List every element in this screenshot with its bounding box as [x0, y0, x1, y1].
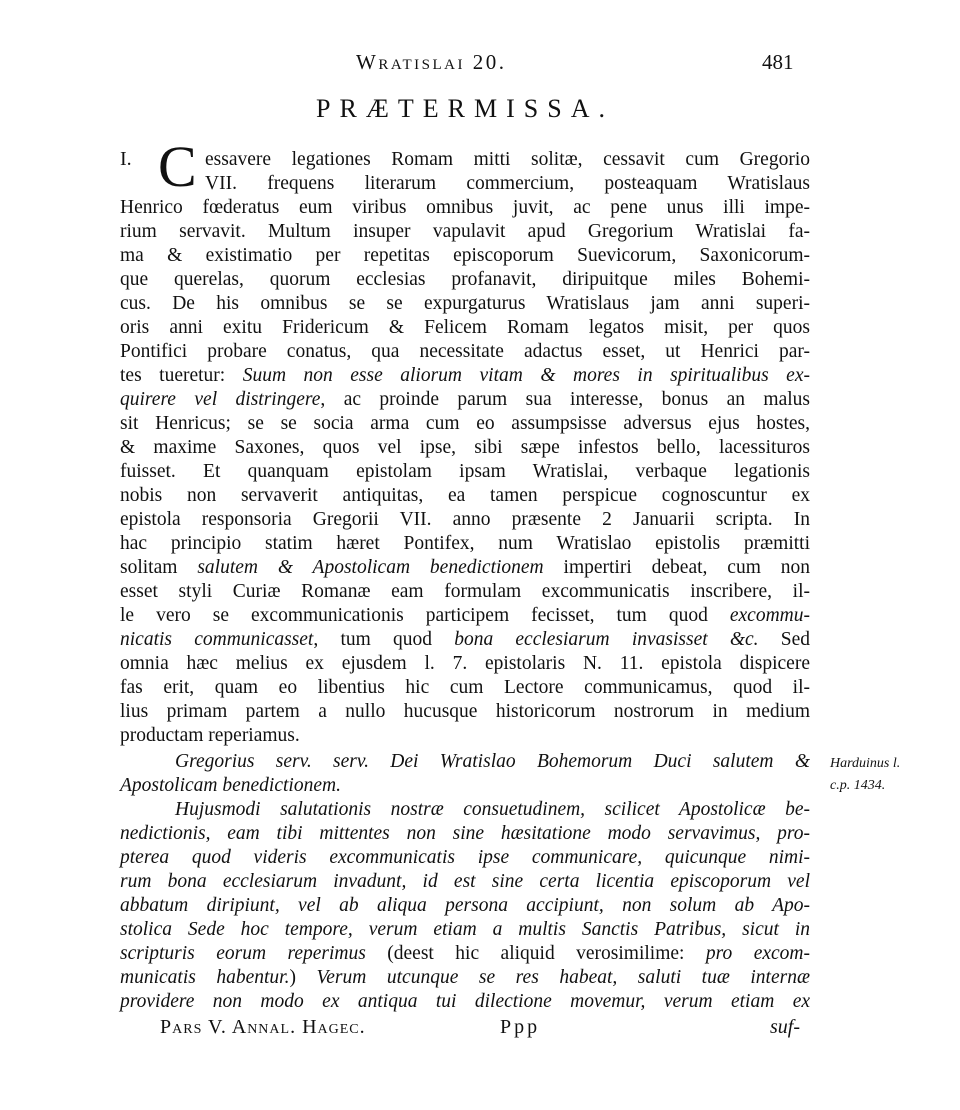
- text-line: fas erit, quam eo libentius hic cum Lectore communicamus, quod il-: [120, 677, 810, 698]
- section-number: I.: [120, 148, 132, 170]
- text-line: omnia hæc melius ex ejusdem l. 7. epistolaris N. 11. epistola dispicere: [120, 653, 810, 674]
- text-line: rium servavit. Multum insuper vapulavit apud Gregorium Wratislai fa-: [120, 221, 810, 242]
- italic-quote: bona ecclesiarum invasisset &c.: [454, 629, 759, 650]
- text-line: fuisset. Et quanquam epistolam ipsam Wratislai, verbaque legationis: [120, 461, 810, 482]
- letter-line: abbatum diripiunt, vel ab aliqua persona accipiunt, non solum ab Apo-: [120, 895, 810, 916]
- italic-quote: salutem & Apostolicam benedictionem: [197, 557, 544, 578]
- text-run: le vero se excommunicationis participem fecisset, tum quod: [120, 605, 730, 626]
- text-line: [120, 628, 810, 652]
- text-line: nobis non servaverit antiquitas, ea tamen perspicue cognoscuntur ex: [120, 485, 810, 506]
- catchword: suf-: [770, 1016, 800, 1038]
- running-head: Wratislai 20.: [356, 50, 507, 74]
- italic-quote: Suum non esse aliorum vitam & mores in spiritualibus ex-: [242, 365, 810, 386]
- footer-left: Pars V. Annal. Hagec.: [160, 1016, 366, 1038]
- text-line: epistola responsoria Gregorii VII. anno præsente 2 Januarii scripta. In: [120, 509, 810, 530]
- text-line: lius primam partem a nullo hucusque historicorum nostrorum in medium: [120, 701, 810, 722]
- letter-line: Hujusmodi salutationis nostræ consuetudinem, scilicet Apostolicæ be-: [175, 799, 810, 820]
- section-title: PRÆTERMISSA.: [316, 94, 614, 123]
- italic-quote: nicatis communicasset: [120, 629, 314, 650]
- text-run: (deest hic aliquid verosimilime:: [365, 943, 706, 964]
- italic-run: municatis habentur.: [120, 967, 290, 988]
- letter-salutation: Apostolicam benedictionem.: [120, 775, 341, 796]
- italic-run: Verum utcunque se res habeat, saluti tuæ internæ: [316, 967, 810, 988]
- text-line: [120, 388, 810, 412]
- text-line: [120, 364, 810, 388]
- text-run: impertiri debeat, cum non: [543, 557, 810, 578]
- drop-cap: C: [158, 134, 197, 199]
- italic-run: pro excom-: [705, 943, 811, 964]
- letter-line: [120, 966, 810, 990]
- text-run: solitam: [120, 557, 198, 578]
- text-run: Sed: [758, 629, 811, 650]
- letter-line: rum bona ecclesiarum invadunt, id est sine certa licentia episcoporum vel: [120, 871, 810, 892]
- italic-quote: quirere vel distringere: [120, 389, 321, 410]
- text-line: Henrico fœderatus eum viribus omnibus juvit, ac pene unus illi impe-: [120, 197, 810, 218]
- text-run: ): [289, 967, 317, 988]
- text-line: sit Henricus; se se socia arma cum eo assumpsisse adversus ejus hostes,: [120, 413, 810, 434]
- text-run: tes tueretur:: [120, 365, 243, 386]
- signature-mark: Ppp: [500, 1016, 541, 1038]
- text-line: hac principio statim hæret Pontifex, num Wratislao epistolis præmitti: [120, 533, 810, 554]
- text-line: esset styli Curiæ Romanæ eam formulam excommunicatis inscribere, il-: [120, 581, 810, 602]
- text-line: VII. frequens literarum commercium, posteaquam Wratislaus: [205, 173, 810, 194]
- margin-note: c.p. 1434.: [830, 778, 886, 793]
- text-run: , tum quod: [313, 629, 455, 650]
- italic-quote: excommu-: [729, 605, 810, 626]
- letter-line: nedictionis, eam tibi mittentes non sine hæsitatione modo servavimus, pro-: [120, 823, 810, 844]
- italic-run: scripturis eorum reperimus: [120, 943, 366, 964]
- letter-line: providere non modo ex antiqua tui dilectione movemur, verum etiam ex: [120, 991, 810, 1012]
- text-line: que querelas, quorum ecclesias profanavit, diripuitque miles Bohemi-: [120, 269, 810, 290]
- text-line: oris anni exitu Fridericum & Felicem Romam legatos misit, per quos: [120, 317, 810, 338]
- margin-note: Harduinus l.: [830, 756, 901, 771]
- letter-line: pterea quod videris excommunicatis ipse communicare, quicunque nimi-: [120, 847, 810, 868]
- text-line: Pontifici probare conatus, qua necessitate adactus esset, ut Henrici par-: [120, 341, 810, 362]
- letter-line: [120, 942, 810, 966]
- text-line: [120, 556, 810, 580]
- page-number: 481: [762, 50, 794, 74]
- text-line: [120, 604, 810, 628]
- letter-salutation: Gregorius serv. serv. Dei Wratislao Bohemorum Duci salutem &: [175, 751, 810, 772]
- text-line: & maxime Saxones, quos vel ipse, sibi sæpe infestos bello, lacessituros: [120, 437, 810, 458]
- text-run: , ac proinde parum sua interesse, bonus an malus: [320, 389, 810, 410]
- text-line: ma & existimatio per repetitas episcoporum Suevicorum, Saxonicorum-: [120, 245, 810, 266]
- text-line: productam reperiamus.: [120, 725, 300, 746]
- text-line: essavere legationes Romam mitti solitæ, cessavit cum Gregorio: [205, 149, 810, 170]
- letter-line: stolica Sede hoc tempore, verum etiam a multis Sanctis Patribus, sicut in: [120, 919, 810, 940]
- text-line: cus. De his omnibus se se expurgaturus Wratislaus jam anni superi-: [120, 293, 810, 314]
